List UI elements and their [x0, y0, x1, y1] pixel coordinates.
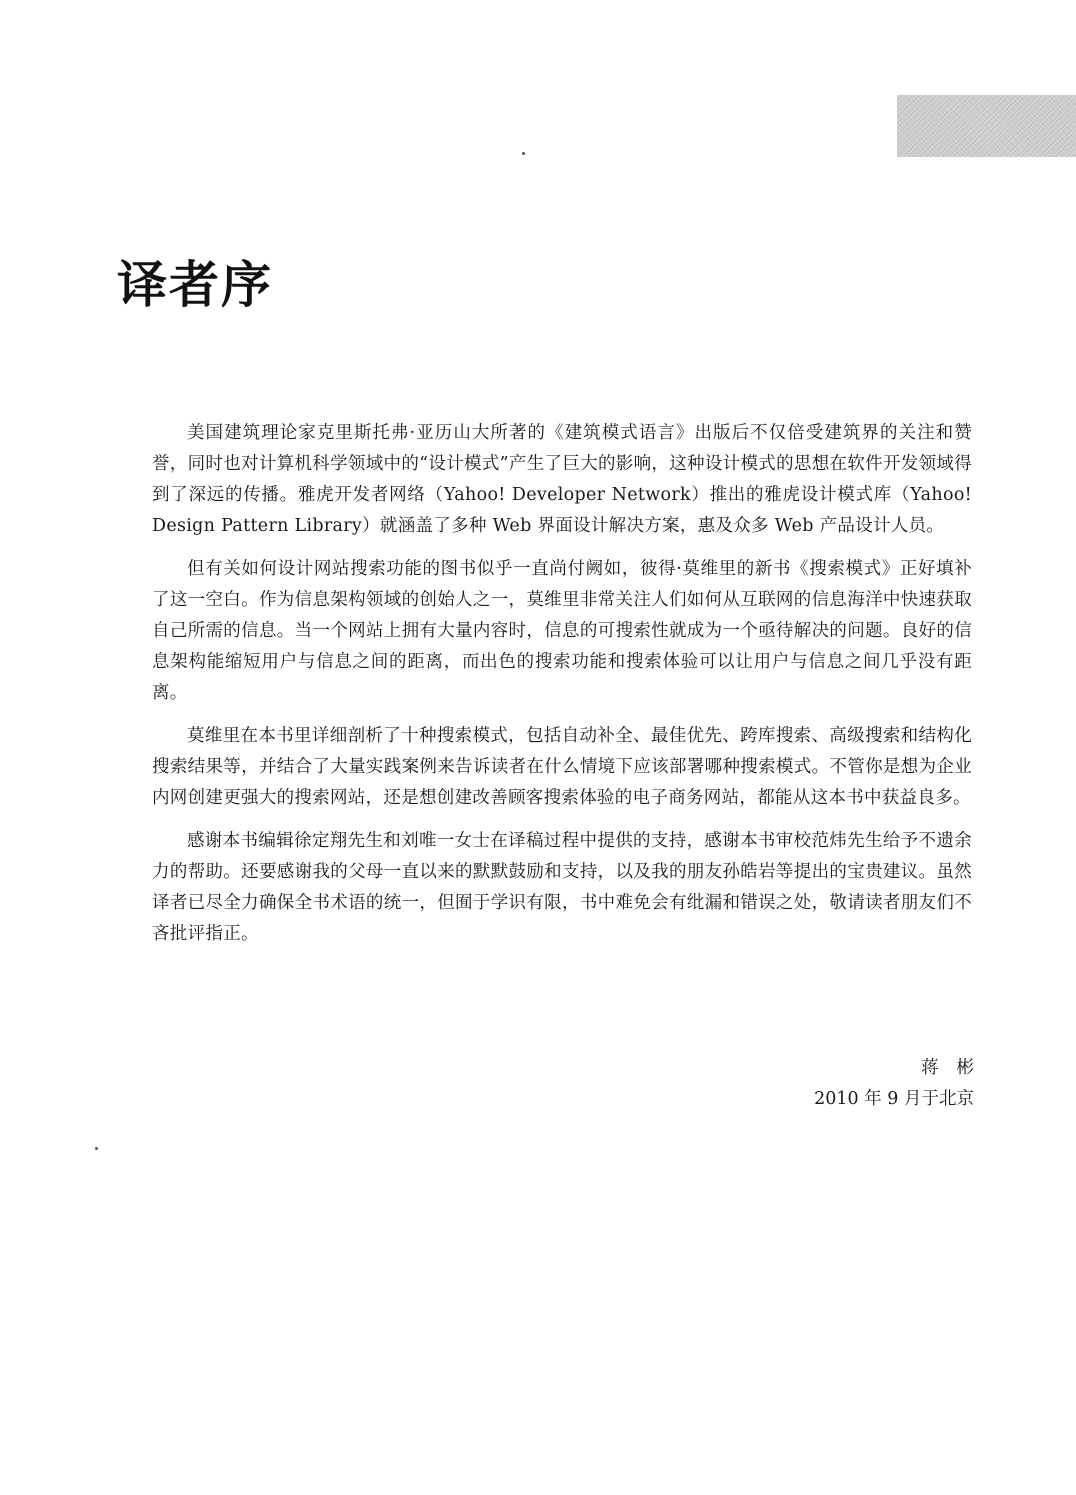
signature-block	[814, 1053, 992, 1115]
signature-date-place: 2010 年 9 月于北京	[814, 1089, 974, 1109]
paragraph: 莫维里在本书里详细剖析了十种搜索模式，包括自动补全、最佳优先、跨库搜索、高级搜索和结构化搜索结果等，并结合了大量实践案例来告诉读者在什么情境下应该部署哪种搜索模式。不管你是想为企业内网创建更强大的搜索网站，还是想创建改善顾客搜索体验的电子商务网站，都能从这本书中获益良多。	[152, 726, 972, 808]
paragraph: 美国建筑理论家克里斯托弗·亚历山大所著的《建筑模式语言》出版后不仅倍受建筑界的关注和赞誉，同时也对计算机科学领域中的“设计模式”产生了巨大的影响，这种设计模式的思想在软件开发领域得到了深远的传播。雅虎开发者网络（Yahoo! Developer Network）推出的雅虎设计模式库（Yahoo! Design Pattern Library）就涵盖了多种 Web 界面设计解决方案，惠及众多 Web 产品设计人员。	[152, 423, 972, 536]
translator-name: 蒋彬	[921, 1058, 992, 1078]
scan-speck	[95, 1147, 98, 1150]
paragraph: 感谢本书编辑徐定翔先生和刘唯一女士在译稿过程中提供的支持，感谢本书审校范炜先生给予不遗余力的帮助。还要感谢我的父母一直以来的默默鼓励和支持，以及我的朋友孙皓岩等提出的宝贵建议。虽然译者已尽全力确保全书术语的统一，但囿于学识有限，书中难免会有纰漏和错误之处，敬请读者朋友们不吝批评指正。	[152, 831, 972, 944]
paragraph: 但有关如何设计网站搜索功能的图书似乎一直尚付阙如，彼得·莫维里的新书《搜索模式》正好填补了这一空白。作为信息架构领域的创始人之一，莫维里非常关注人们如何从互联网的信息海洋中快速获取自己所需的信息。当一个网站上拥有大量内容时，信息的可搜索性就成为一个亟待解决的问题。良好的信息架构能缩短用户与信息之间的距离，而出色的搜索功能和搜索体验可以让用户与信息之间几乎没有距离。	[152, 559, 972, 703]
scan-speck	[522, 152, 525, 155]
page-title: 译者序	[117, 256, 273, 314]
preface-body	[152, 418, 972, 962]
page-corner-tab	[897, 95, 1076, 157]
